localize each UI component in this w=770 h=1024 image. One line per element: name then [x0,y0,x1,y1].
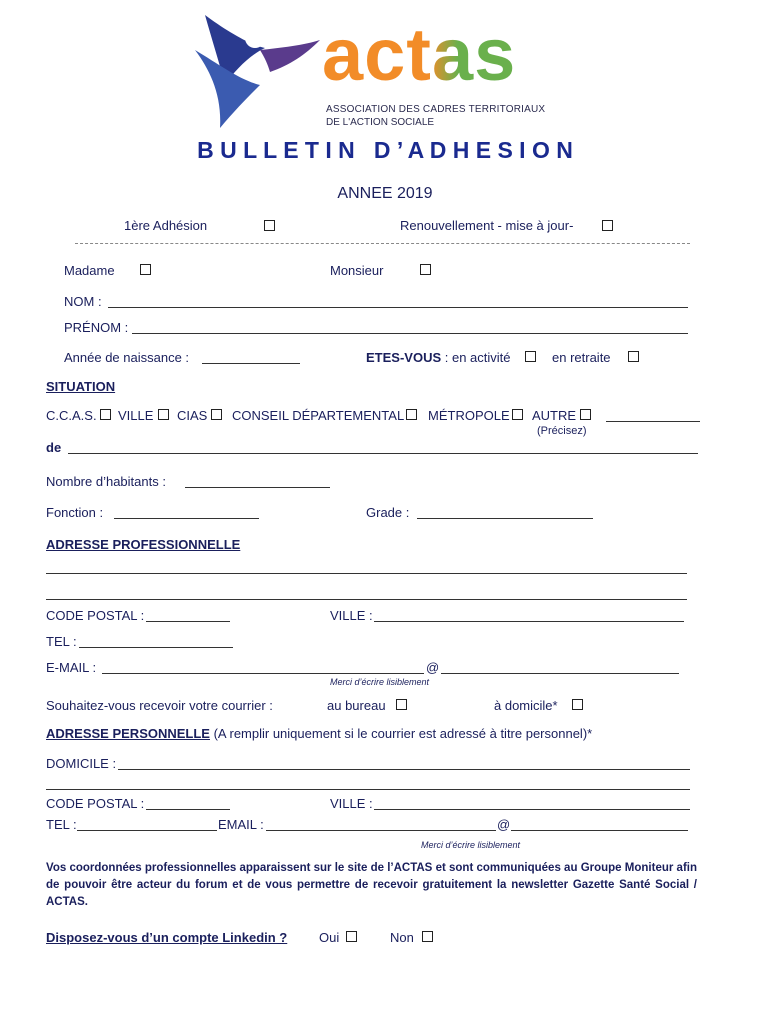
linkedin-oui-checkbox[interactable] [346,931,357,942]
ville-label: VILLE [118,408,154,423]
perso-address-line-2[interactable] [46,789,690,790]
nom-field[interactable] [108,307,688,308]
pro-address-line-1[interactable] [46,573,687,574]
renew-label: Renouvellement - mise à jour- [400,218,574,233]
pro-address-line-2[interactable] [46,599,687,600]
perso-cp-field[interactable] [146,809,230,810]
pro-email-at: @ [426,660,440,675]
habitants-label: Nombre d’habitants : [46,474,166,489]
conseil-label: CONSEIL DÉPARTEMENTAL [232,408,405,423]
perso-address-note: (A remplir uniquement si le courrier est adressé à titre personnel)* [209,726,593,741]
metropole-label: MÉTROPOLE [428,408,510,423]
bureau-checkbox[interactable] [396,699,407,710]
perso-email-label: EMAIL : [218,817,264,832]
perso-email-at: @ [497,817,511,832]
domicile-choice-checkbox[interactable] [572,699,583,710]
habitants-field[interactable] [185,487,330,488]
pro-merci-note: Merci d’écrire lisiblement [330,677,430,687]
linkedin-oui-label: Oui [319,930,340,945]
cias-label: CIAS [177,408,208,423]
pro-email-domain-field[interactable] [441,673,679,674]
pro-email-user-field[interactable] [102,673,424,674]
autre-field[interactable] [606,421,700,422]
pro-address-heading: ADRESSE PROFESSIONNELLE [46,537,241,552]
conseil-checkbox[interactable] [406,409,417,420]
ville-checkbox[interactable] [158,409,169,420]
perso-email-user-field[interactable] [266,830,496,831]
etes-vous-label: ETES-VOUS [366,350,442,365]
grade-field[interactable] [417,518,593,519]
monsieur-checkbox[interactable] [420,264,431,275]
perso-merci-note: Merci d’écrire lisiblement [421,840,521,850]
domicile-choice-label: à domicile* [494,698,558,713]
retraite-label: en retraite [552,350,611,365]
pro-cp-field[interactable] [146,621,230,622]
madame-label: Madame [64,263,115,278]
fonction-label: Fonction : [46,505,104,520]
courrier-question: Souhaitez-vous recevoir votre courrier : [46,698,273,713]
birth-year-label: Année de naissance : [64,350,190,365]
pro-tel-label: TEL : [46,634,77,649]
madame-checkbox[interactable] [140,264,151,275]
cias-checkbox[interactable] [211,409,222,420]
monsieur-label: Monsieur [330,263,384,278]
logo-mark-icon [190,10,325,130]
logo-wordmark: actas [322,13,517,96]
grade-label: Grade : [366,505,410,520]
retraite-checkbox[interactable] [628,351,639,362]
pro-tel-field[interactable] [79,647,233,648]
status-question [366,350,511,365]
de-label: de [46,440,62,455]
perso-address-heading: ADRESSE PERSONNELLE [46,726,210,741]
perso-tel-label: TEL : [46,817,77,832]
pro-cp-label: CODE POSTAL : [46,608,145,623]
de-field[interactable] [68,453,698,454]
perso-address-heading-row [46,726,592,741]
pro-ville-label: VILLE : [330,608,373,623]
nom-label: NOM : [64,294,102,309]
ccas-checkbox[interactable] [100,409,111,420]
perso-cp-label: CODE POSTAL : [46,796,145,811]
first-adhesion-checkbox[interactable] [264,220,275,231]
logo-subtitle-1: ASSOCIATION DES CADRES TERRITORIAUX [326,104,546,115]
metropole-checkbox[interactable] [512,409,523,420]
perso-domicile-label: DOMICILE : [46,756,117,771]
linkedin-non-label: Non [390,930,414,945]
situation-heading: SITUATION [46,379,116,394]
first-adhesion-label: 1ère Adhésion [124,218,208,233]
pro-email-label: E-MAIL : [46,660,97,675]
autre-checkbox[interactable] [580,409,591,420]
linkedin-non-checkbox[interactable] [422,931,433,942]
prenom-label: PRÉNOM : [64,320,129,335]
autre-label: AUTRE [532,408,577,423]
en-activite-label: : en activité [441,350,511,365]
logo-subtitle-2: DE L'ACTION SOCIALE [326,117,435,128]
en-activite-checkbox[interactable] [525,351,536,362]
perso-ville-field[interactable] [374,809,690,810]
ccas-label: C.C.A.S. [46,408,97,423]
dashed-divider [75,243,690,244]
fonction-field[interactable] [114,518,259,519]
privacy-notice: Vos coordonnées professionnelles apparaissent sur le site de l’ACTAS et sont communiquées au Groupe Moniteur afin de pouvoir être acteur du forum et de vous permettre de recevoir gratuitement la newsletter Gazette Santé Social / ACTAS. [46,862,697,908]
prenom-field[interactable] [132,333,688,334]
perso-domicile-field[interactable] [118,769,690,770]
renew-checkbox[interactable] [602,220,613,231]
linkedin-question: Disposez-vous d’un compte Linkedin ? [46,930,288,945]
perso-email-domain-field[interactable] [511,830,688,831]
logo [190,10,560,135]
bureau-label: au bureau [327,698,386,713]
page-title: B U L L E T I N D ’ A D H E S I O N [197,137,573,163]
birth-year-field[interactable] [202,363,300,364]
perso-tel-field[interactable] [77,830,217,831]
perso-ville-label: VILLE : [330,796,373,811]
precisez-label: (Précisez) [537,425,587,437]
pro-ville-field[interactable] [374,621,684,622]
year-heading: ANNEE 2019 [337,185,433,202]
